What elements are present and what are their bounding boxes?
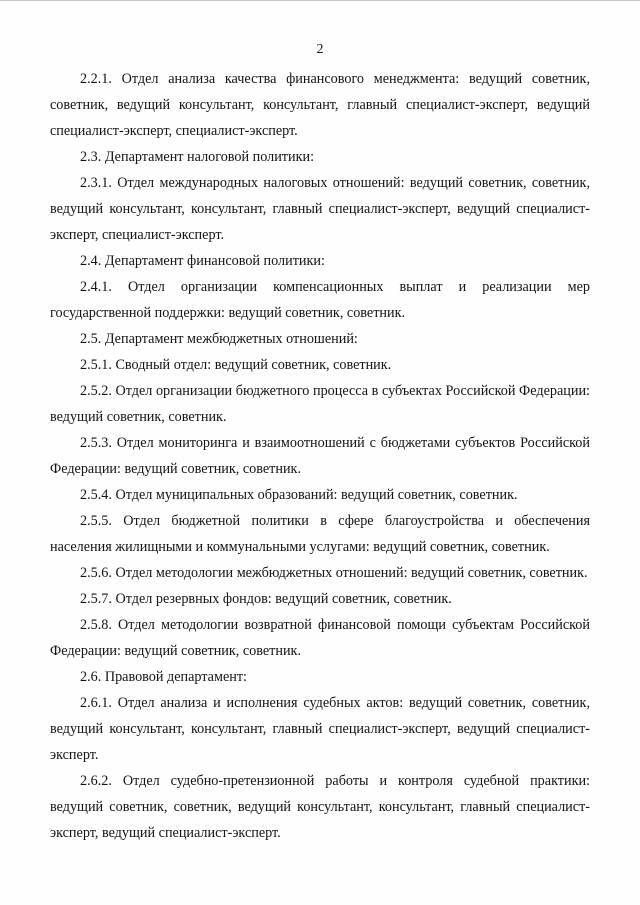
paragraph-2-3-1: 2.3.1. Отдел международных налоговых отношений: ведущий советник, советник, ведущий консультант, консультант, главный специалист-эксперт, ведущий специалист-эксперт, специалист-эксперт. [50, 175, 590, 243]
paragraph-2-5-7: 2.5.7. Отдел резервных фондов: ведущий советник, советник. [80, 591, 452, 607]
paragraph-2-5-6: 2.5.6. Отдел методологии межбюджетных отношений: ведущий советник, советник. [80, 565, 588, 581]
heading-2-4: 2.4. Департамент финансовой политики: [80, 253, 325, 269]
paragraph-2-2-1: 2.2.1. Отдел анализа качества финансового менеджмента: ведущий советник, советник, ведущий консультант, консультант, главный специалист-эксперт, ведущий специалист-эксперт, специалист-эксперт. [50, 71, 590, 139]
heading-2-5: 2.5. Департамент межбюджетных отношений: [80, 331, 358, 347]
paragraph-2-5-2: 2.5.2. Отдел организации бюджетного процесса в субъектах Российской Федерации: ведущий советник, советник. [50, 383, 590, 425]
paragraph-2-6-2: 2.6.2. Отдел судебно-претензионной работы и контроля судебной практики: ведущий советник, советник, ведущий консультант, консультант, главный специалист-эксперт, ведущий специалист-эксперт. [50, 773, 590, 841]
paragraph-2-4-1: 2.4.1. Отдел организации компенсационных выплат и реализации мер государственной поддержки: ведущий советник, советник. [50, 279, 590, 321]
heading-2-6: 2.6. Правовой департамент: [80, 669, 247, 685]
paragraph-2-5-4: 2.5.4. Отдел муниципальных образований: ведущий советник, советник. [80, 487, 518, 503]
document-body [50, 66, 590, 846]
paragraph-2-5-1: 2.5.1. Сводный отдел: ведущий советник, советник. [80, 357, 392, 373]
scan-top-edge [0, 0, 640, 1]
page-number: 2 [316, 42, 324, 57]
heading-2-3: 2.3. Департамент налоговой политики: [80, 149, 315, 165]
paragraph-2-6-1: 2.6.1. Отдел анализа и исполнения судебных актов: ведущий советник, советник, ведущий консультант, консультант, главный специалист-эксперт, ведущий специалист-эксперт. [50, 695, 590, 763]
paragraph-2-5-3: 2.5.3. Отдел мониторинга и взаимоотношений с бюджетами субъектов Российской Федерации: ведущий советник, советник. [50, 435, 590, 477]
paragraph-2-5-8: 2.5.8. Отдел методологии возвратной финансовой помощи субъектам Российской Федерации: ведущий советник, советник. [50, 617, 590, 659]
paragraph-2-5-5: 2.5.5. Отдел бюджетной политики в сфере благоустройства и обеспечения населения жилищными и коммунальными услугами: ведущий советник, советник. [50, 513, 590, 555]
